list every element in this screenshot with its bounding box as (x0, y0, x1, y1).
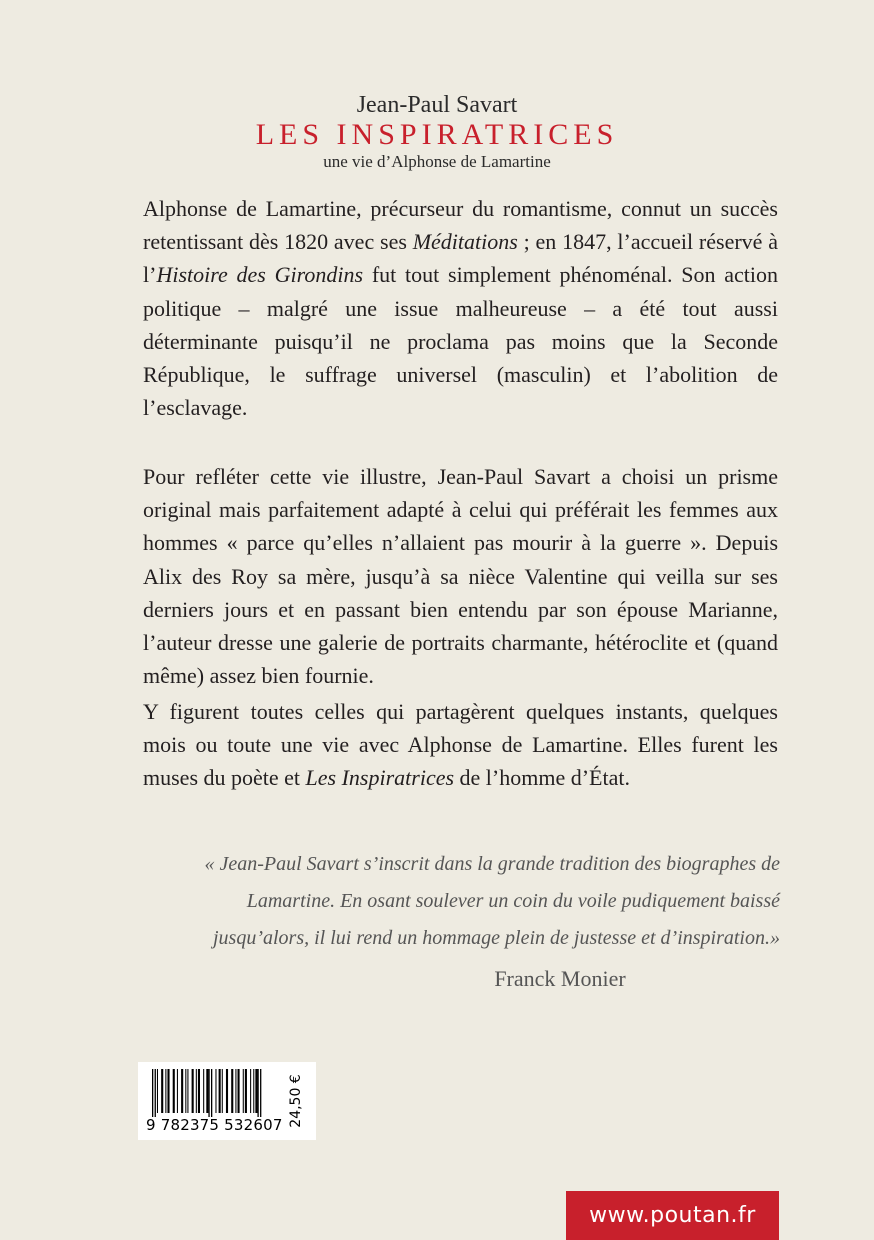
barcode-icon (150, 1069, 290, 1119)
text-run: Y figurent toutes celles qui partagèrent quelques instants, quelques mois ou toute une vie avec Alphonse de Lamartine. Elles furent les muses du poète et (143, 699, 778, 791)
publisher-website-link[interactable]: www.poutan.fr (566, 1191, 779, 1240)
price-label: 24,50 € (288, 1074, 304, 1128)
text-run: ; en 1847, l’accueil réservé à l’ (143, 229, 779, 288)
text-run: de l’homme d’État. (454, 765, 630, 791)
book-title: LES INSPIRATRICES (255, 118, 619, 151)
summary-paragraph-2: Pour refléter cette vie illustre, Jean-Paul Savart a choisi un prisme original mais parfaitement adapté à celui qui préférait les femmes aux hommes « parce qu’elles n’allaient pas mourir à la guerre ». Depuis Alix des Roy sa mère, jusqu’à sa nièce Valentine qui veilla sur ses derniers jours et en passant bien entendu par son épouse Marianne, l’auteur dresse une galerie de portraits charmante, hétéroclite et (quand même) assez bien fournie. (143, 464, 778, 689)
italic-title-run: Méditations (412, 229, 518, 255)
barcode-label (138, 1062, 316, 1140)
summary-paragraph-3 (143, 695, 778, 795)
book-subtitle: une vie d’Alphonse de Lamartine (323, 152, 551, 171)
text-run: Alphonse de Lamartine, précurseur du romantisme, connut un succès retentissant dès 1820 avec ses (143, 196, 778, 255)
author-name: Jean-Paul Savart (356, 92, 518, 118)
isbn-number: 9 782375 532607 (146, 1116, 283, 1134)
italic-title-run: Les Inspiratrices (305, 765, 455, 791)
text-run: fut tout simplement phénoménal. Son action politique – malgré une issue malheureuse – a été tout aussi déterminante puisqu’il ne proclama pas moins que la Seconde République, le suffrage universel (masculin) et l’abolition de l’esclavage. (143, 262, 778, 421)
review-quote: « Jean-Paul Savart s’inscrit dans la grande tradition des biographes de Lamartine. En osant soulever un coin du voile pudiquement baissé jusqu’alors, il lui rend un hommage plein de justesse et d’inspiration.» (204, 853, 780, 949)
italic-title-run: Histoire des Girondins (156, 262, 364, 288)
summary-paragraph-1 (143, 192, 778, 424)
quote-author: Franck Monier (494, 966, 626, 991)
